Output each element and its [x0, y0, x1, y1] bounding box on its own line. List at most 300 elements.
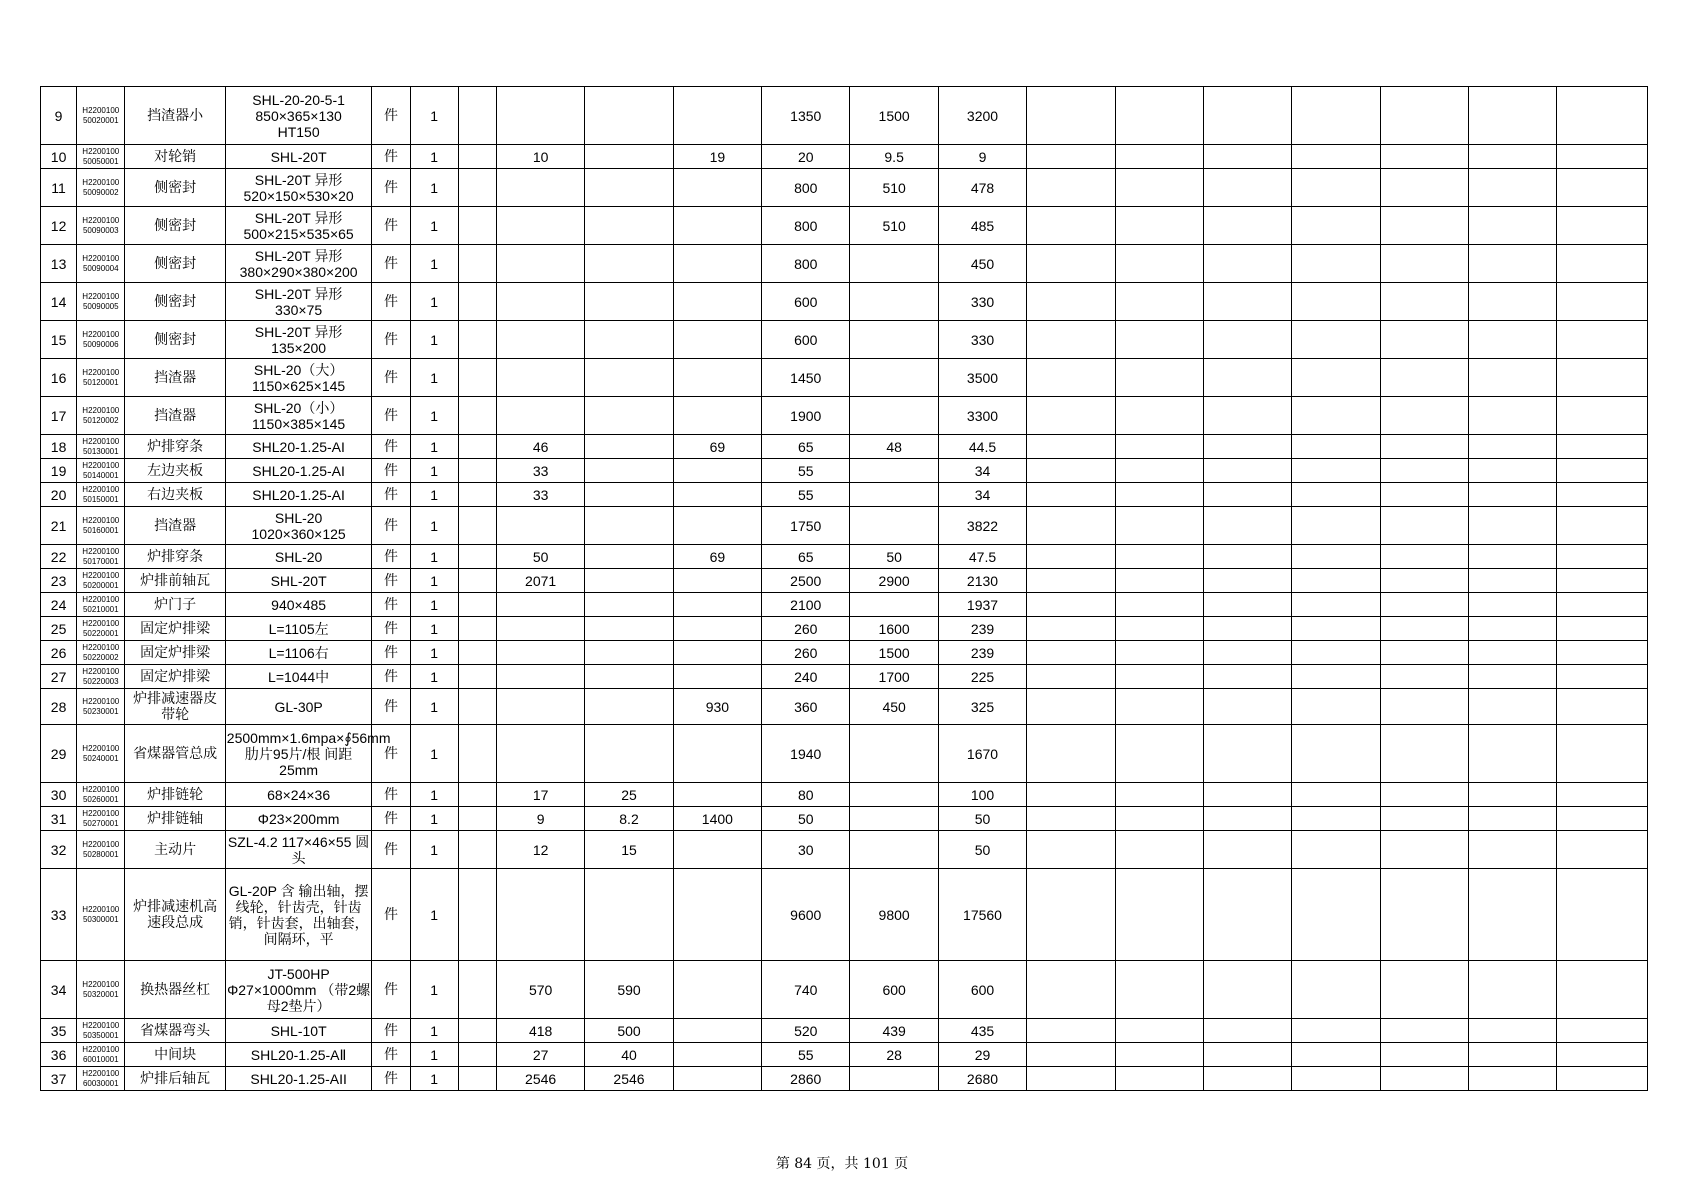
- cell-c1: [458, 783, 496, 807]
- empty-cell: [1380, 1043, 1468, 1067]
- cell-code: H2200100 50090004: [77, 245, 125, 283]
- empty-cell: [1027, 435, 1115, 459]
- cell-spec: SHL-20T: [225, 569, 372, 593]
- empty-cell: [1380, 321, 1468, 359]
- cell-name: 炉排穿条: [125, 435, 225, 459]
- cell-c7: 29: [938, 1043, 1026, 1067]
- cell-c7: 600: [938, 961, 1026, 1019]
- cell-unit: 件: [372, 869, 410, 961]
- cell-c1: [458, 87, 496, 145]
- cell-qty: 1: [410, 725, 458, 783]
- table-row: [41, 359, 1648, 397]
- cell-spec: SHL-20T: [225, 145, 372, 169]
- table-body: [41, 87, 1648, 1091]
- empty-cell: [1469, 569, 1557, 593]
- cell-name: 挡渣器: [125, 397, 225, 435]
- cell-spec: Φ23×200mm: [225, 807, 372, 831]
- empty-cell: [1115, 435, 1203, 459]
- cell-c6: [850, 283, 938, 321]
- cell-c3: [585, 321, 673, 359]
- table-row: [41, 617, 1648, 641]
- cell-name: 省煤器管总成: [125, 725, 225, 783]
- cell-no: 19: [41, 459, 77, 483]
- empty-cell: [1292, 1019, 1380, 1043]
- table-row: [41, 459, 1648, 483]
- cell-c5: 520: [762, 1019, 850, 1043]
- cell-c6: 48: [850, 435, 938, 459]
- cell-unit: 件: [372, 1019, 410, 1043]
- empty-cell: [1469, 321, 1557, 359]
- cell-name: 固定炉排梁: [125, 641, 225, 665]
- empty-cell: [1027, 283, 1115, 321]
- cell-spec: SHL-20（大） 1150×625×145: [225, 359, 372, 397]
- cell-code: H2200100 50300001: [77, 869, 125, 961]
- cell-qty: 1: [410, 507, 458, 545]
- cell-unit: 件: [372, 359, 410, 397]
- cell-name: 侧密封: [125, 245, 225, 283]
- cell-c3: [585, 689, 673, 725]
- cell-no: 9: [41, 87, 77, 145]
- cell-c5: 55: [762, 1043, 850, 1067]
- cell-c7: 435: [938, 1019, 1026, 1043]
- cell-spec: 940×485: [225, 593, 372, 617]
- cell-code: H2200100 50150001: [77, 483, 125, 507]
- empty-cell: [1115, 397, 1203, 435]
- cell-name: 炉排前轴瓦: [125, 569, 225, 593]
- cell-c2: [496, 593, 584, 617]
- empty-cell: [1557, 783, 1648, 807]
- table-row: [41, 1019, 1648, 1043]
- cell-c6: 2900: [850, 569, 938, 593]
- cell-c4: [673, 961, 761, 1019]
- cell-spec: SHL-20（小） 1150×385×145: [225, 397, 372, 435]
- empty-cell: [1380, 245, 1468, 283]
- empty-cell: [1380, 545, 1468, 569]
- cell-qty: 1: [410, 435, 458, 459]
- table-row: [41, 1043, 1648, 1067]
- cell-unit: 件: [372, 245, 410, 283]
- empty-cell: [1380, 725, 1468, 783]
- cell-c6: [850, 483, 938, 507]
- empty-cell: [1115, 507, 1203, 545]
- cell-code: H2200100 50020001: [77, 87, 125, 145]
- cell-c7: 3822: [938, 507, 1026, 545]
- empty-cell: [1292, 283, 1380, 321]
- cell-c4: [673, 169, 761, 207]
- empty-cell: [1380, 569, 1468, 593]
- empty-cell: [1292, 961, 1380, 1019]
- empty-cell: [1469, 435, 1557, 459]
- table-row: [41, 831, 1648, 869]
- empty-cell: [1292, 725, 1380, 783]
- table-row: [41, 87, 1648, 145]
- cell-code: H2200100 50280001: [77, 831, 125, 869]
- cell-qty: 1: [410, 145, 458, 169]
- cell-no: 21: [41, 507, 77, 545]
- cell-c2: 17: [496, 783, 584, 807]
- empty-cell: [1469, 87, 1557, 145]
- empty-cell: [1027, 961, 1115, 1019]
- empty-cell: [1380, 593, 1468, 617]
- empty-cell: [1380, 435, 1468, 459]
- empty-cell: [1469, 665, 1557, 689]
- empty-cell: [1203, 665, 1291, 689]
- cell-c3: 2546: [585, 1067, 673, 1091]
- cell-c4: 1400: [673, 807, 761, 831]
- cell-code: H2200100 50090005: [77, 283, 125, 321]
- empty-cell: [1469, 783, 1557, 807]
- cell-c4: [673, 397, 761, 435]
- cell-unit: 件: [372, 593, 410, 617]
- empty-cell: [1115, 617, 1203, 641]
- cell-c6: [850, 245, 938, 283]
- cell-qty: 1: [410, 545, 458, 569]
- cell-c4: [673, 283, 761, 321]
- cell-spec: SHL-20-20-5-1 850×365×130 HT150: [225, 87, 372, 145]
- table-row: [41, 869, 1648, 961]
- cell-c6: 450: [850, 689, 938, 725]
- empty-cell: [1027, 207, 1115, 245]
- empty-cell: [1292, 689, 1380, 725]
- empty-cell: [1203, 483, 1291, 507]
- cell-c6: [850, 397, 938, 435]
- cell-c3: [585, 283, 673, 321]
- empty-cell: [1203, 569, 1291, 593]
- cell-c7: 1670: [938, 725, 1026, 783]
- cell-spec: SHL-20T 异形 380×290×380×200: [225, 245, 372, 283]
- cell-c4: 19: [673, 145, 761, 169]
- cell-c5: 1940: [762, 725, 850, 783]
- empty-cell: [1292, 783, 1380, 807]
- cell-c1: [458, 245, 496, 283]
- cell-spec: JT-500HP Φ27×1000mm （带2螺母2垫片）: [225, 961, 372, 1019]
- cell-unit: 件: [372, 397, 410, 435]
- cell-c5: 65: [762, 435, 850, 459]
- empty-cell: [1027, 87, 1115, 145]
- cell-c4: [673, 665, 761, 689]
- empty-cell: [1557, 569, 1648, 593]
- empty-cell: [1380, 397, 1468, 435]
- cell-c4: [673, 783, 761, 807]
- empty-cell: [1469, 283, 1557, 321]
- cell-qty: 1: [410, 689, 458, 725]
- cell-c1: [458, 869, 496, 961]
- empty-cell: [1027, 641, 1115, 665]
- cell-qty: 1: [410, 593, 458, 617]
- empty-cell: [1115, 1019, 1203, 1043]
- cell-c1: [458, 207, 496, 245]
- cell-qty: 1: [410, 245, 458, 283]
- cell-no: 35: [41, 1019, 77, 1043]
- cell-c5: 20: [762, 145, 850, 169]
- cell-c3: [585, 569, 673, 593]
- cell-name: 炉排减速机高速段总成: [125, 869, 225, 961]
- cell-no: 25: [41, 617, 77, 641]
- empty-cell: [1203, 869, 1291, 961]
- cell-c1: [458, 1019, 496, 1043]
- cell-code: H2200100 50350001: [77, 1019, 125, 1043]
- cell-no: 15: [41, 321, 77, 359]
- empty-cell: [1292, 359, 1380, 397]
- cell-c5: 2100: [762, 593, 850, 617]
- cell-code: H2200100 50090003: [77, 207, 125, 245]
- cell-code: H2200100 50230001: [77, 689, 125, 725]
- cell-qty: 1: [410, 483, 458, 507]
- cell-name: 炉排链轮: [125, 783, 225, 807]
- cell-name: 挡渣器: [125, 507, 225, 545]
- cell-no: 28: [41, 689, 77, 725]
- cell-c1: [458, 545, 496, 569]
- price-table: [40, 86, 1648, 1091]
- cell-unit: 件: [372, 831, 410, 869]
- cell-qty: 1: [410, 87, 458, 145]
- empty-cell: [1027, 1019, 1115, 1043]
- cell-c7: 50: [938, 831, 1026, 869]
- cell-c4: [673, 245, 761, 283]
- empty-cell: [1469, 145, 1557, 169]
- cell-c1: [458, 569, 496, 593]
- cell-spec: SHL-20 1020×360×125: [225, 507, 372, 545]
- cell-name: 右边夹板: [125, 483, 225, 507]
- empty-cell: [1115, 689, 1203, 725]
- empty-cell: [1557, 207, 1648, 245]
- empty-cell: [1027, 807, 1115, 831]
- cell-no: 22: [41, 545, 77, 569]
- empty-cell: [1557, 245, 1648, 283]
- cell-c6: 510: [850, 169, 938, 207]
- table-row: [41, 665, 1648, 689]
- empty-cell: [1469, 169, 1557, 207]
- empty-cell: [1292, 1043, 1380, 1067]
- empty-cell: [1027, 397, 1115, 435]
- cell-c4: [673, 207, 761, 245]
- table-row: [41, 145, 1648, 169]
- cell-c2: [496, 245, 584, 283]
- empty-cell: [1469, 397, 1557, 435]
- cell-c1: [458, 689, 496, 725]
- cell-qty: 1: [410, 665, 458, 689]
- cell-c4: [673, 507, 761, 545]
- cell-code: H2200100 50050001: [77, 145, 125, 169]
- cell-code: H2200100 50210001: [77, 593, 125, 617]
- empty-cell: [1557, 169, 1648, 207]
- cell-c2: [496, 641, 584, 665]
- empty-cell: [1027, 507, 1115, 545]
- cell-c6: 1700: [850, 665, 938, 689]
- cell-c7: 239: [938, 641, 1026, 665]
- empty-cell: [1027, 169, 1115, 207]
- empty-cell: [1292, 321, 1380, 359]
- cell-c6: 9.5: [850, 145, 938, 169]
- cell-name: 炉排穿条: [125, 545, 225, 569]
- cell-c6: 50: [850, 545, 938, 569]
- cell-spec: SHL-20T 异形 500×215×535×65: [225, 207, 372, 245]
- cell-c5: 740: [762, 961, 850, 1019]
- empty-cell: [1292, 207, 1380, 245]
- empty-cell: [1203, 321, 1291, 359]
- cell-c5: 50: [762, 807, 850, 831]
- cell-unit: 件: [372, 617, 410, 641]
- cell-c7: 3300: [938, 397, 1026, 435]
- cell-c2: 418: [496, 1019, 584, 1043]
- cell-unit: 件: [372, 1067, 410, 1091]
- cell-c5: 260: [762, 641, 850, 665]
- cell-c2: 10: [496, 145, 584, 169]
- cell-c5: 1750: [762, 507, 850, 545]
- empty-cell: [1027, 831, 1115, 869]
- empty-cell: [1557, 483, 1648, 507]
- empty-cell: [1203, 145, 1291, 169]
- table-row: [41, 725, 1648, 783]
- cell-name: 侧密封: [125, 283, 225, 321]
- cell-qty: 1: [410, 1043, 458, 1067]
- cell-c5: 65: [762, 545, 850, 569]
- empty-cell: [1469, 507, 1557, 545]
- cell-qty: 1: [410, 321, 458, 359]
- cell-unit: 件: [372, 321, 410, 359]
- cell-c1: [458, 169, 496, 207]
- cell-c4: 69: [673, 435, 761, 459]
- cell-c4: [673, 483, 761, 507]
- empty-cell: [1027, 321, 1115, 359]
- cell-c3: 25: [585, 783, 673, 807]
- cell-no: 20: [41, 483, 77, 507]
- cell-c3: [585, 617, 673, 641]
- cell-unit: 件: [372, 1043, 410, 1067]
- cell-name: 侧密封: [125, 207, 225, 245]
- cell-c5: 360: [762, 689, 850, 725]
- cell-unit: 件: [372, 689, 410, 725]
- table-row: [41, 169, 1648, 207]
- cell-c4: [673, 725, 761, 783]
- cell-c6: 9800: [850, 869, 938, 961]
- cell-c7: 2680: [938, 1067, 1026, 1091]
- empty-cell: [1292, 245, 1380, 283]
- cell-c4: [673, 459, 761, 483]
- cell-c1: [458, 593, 496, 617]
- cell-code: H2200100 50270001: [77, 807, 125, 831]
- empty-cell: [1380, 869, 1468, 961]
- empty-cell: [1203, 807, 1291, 831]
- cell-c7: 47.5: [938, 545, 1026, 569]
- cell-spec: 2500mm×1.6mpa×∮56mm 肋片95片/根 间距25mm: [225, 725, 372, 783]
- empty-cell: [1380, 961, 1468, 1019]
- empty-cell: [1027, 665, 1115, 689]
- cell-name: 侧密封: [125, 169, 225, 207]
- cell-c4: [673, 569, 761, 593]
- empty-cell: [1203, 1019, 1291, 1043]
- empty-cell: [1469, 869, 1557, 961]
- cell-c7: 330: [938, 283, 1026, 321]
- cell-qty: 1: [410, 569, 458, 593]
- empty-cell: [1203, 169, 1291, 207]
- cell-code: H2200100 60030001: [77, 1067, 125, 1091]
- cell-c3: [585, 145, 673, 169]
- cell-c5: 30: [762, 831, 850, 869]
- cell-unit: 件: [372, 641, 410, 665]
- cell-no: 37: [41, 1067, 77, 1091]
- empty-cell: [1557, 435, 1648, 459]
- empty-cell: [1027, 569, 1115, 593]
- empty-cell: [1203, 617, 1291, 641]
- cell-qty: 1: [410, 397, 458, 435]
- empty-cell: [1115, 459, 1203, 483]
- empty-cell: [1380, 617, 1468, 641]
- empty-cell: [1380, 283, 1468, 321]
- cell-spec: SHL-20T 异形 135×200: [225, 321, 372, 359]
- cell-spec: GL-30P: [225, 689, 372, 725]
- empty-cell: [1292, 145, 1380, 169]
- cell-c3: [585, 483, 673, 507]
- cell-c3: [585, 545, 673, 569]
- cell-c7: 225: [938, 665, 1026, 689]
- cell-qty: 1: [410, 961, 458, 1019]
- empty-cell: [1027, 725, 1115, 783]
- cell-no: 31: [41, 807, 77, 831]
- cell-c1: [458, 1043, 496, 1067]
- empty-cell: [1292, 435, 1380, 459]
- empty-cell: [1557, 87, 1648, 145]
- empty-cell: [1469, 807, 1557, 831]
- cell-c1: [458, 617, 496, 641]
- cell-code: H2200100 50170001: [77, 545, 125, 569]
- empty-cell: [1469, 1043, 1557, 1067]
- cell-code: H2200100 50130001: [77, 435, 125, 459]
- table-row: [41, 245, 1648, 283]
- empty-cell: [1027, 359, 1115, 397]
- cell-code: H2200100 50220001: [77, 617, 125, 641]
- cell-no: 10: [41, 145, 77, 169]
- cell-c2: [496, 869, 584, 961]
- empty-cell: [1380, 641, 1468, 665]
- empty-cell: [1557, 397, 1648, 435]
- cell-c1: [458, 831, 496, 869]
- empty-cell: [1557, 507, 1648, 545]
- cell-unit: 件: [372, 87, 410, 145]
- cell-c7: 9: [938, 145, 1026, 169]
- cell-c7: 239: [938, 617, 1026, 641]
- empty-cell: [1203, 245, 1291, 283]
- cell-c2: [496, 359, 584, 397]
- cell-c3: [585, 397, 673, 435]
- cell-c5: 1450: [762, 359, 850, 397]
- cell-c3: [585, 869, 673, 961]
- cell-c1: [458, 435, 496, 459]
- cell-unit: 件: [372, 207, 410, 245]
- cell-c3: [585, 665, 673, 689]
- empty-cell: [1027, 783, 1115, 807]
- empty-cell: [1203, 593, 1291, 617]
- cell-c1: [458, 283, 496, 321]
- cell-c2: [496, 397, 584, 435]
- cell-name: 炉排减速器皮带轮: [125, 689, 225, 725]
- empty-cell: [1292, 869, 1380, 961]
- empty-cell: [1292, 831, 1380, 869]
- cell-qty: 1: [410, 207, 458, 245]
- cell-c5: 800: [762, 245, 850, 283]
- cell-code: H2200100 60010001: [77, 1043, 125, 1067]
- cell-c1: [458, 725, 496, 783]
- cell-c5: 55: [762, 459, 850, 483]
- cell-no: 24: [41, 593, 77, 617]
- cell-c6: [850, 459, 938, 483]
- empty-cell: [1557, 1019, 1648, 1043]
- empty-cell: [1203, 831, 1291, 869]
- empty-cell: [1380, 359, 1468, 397]
- cell-c1: [458, 483, 496, 507]
- cell-unit: 件: [372, 507, 410, 545]
- cell-c3: [585, 435, 673, 459]
